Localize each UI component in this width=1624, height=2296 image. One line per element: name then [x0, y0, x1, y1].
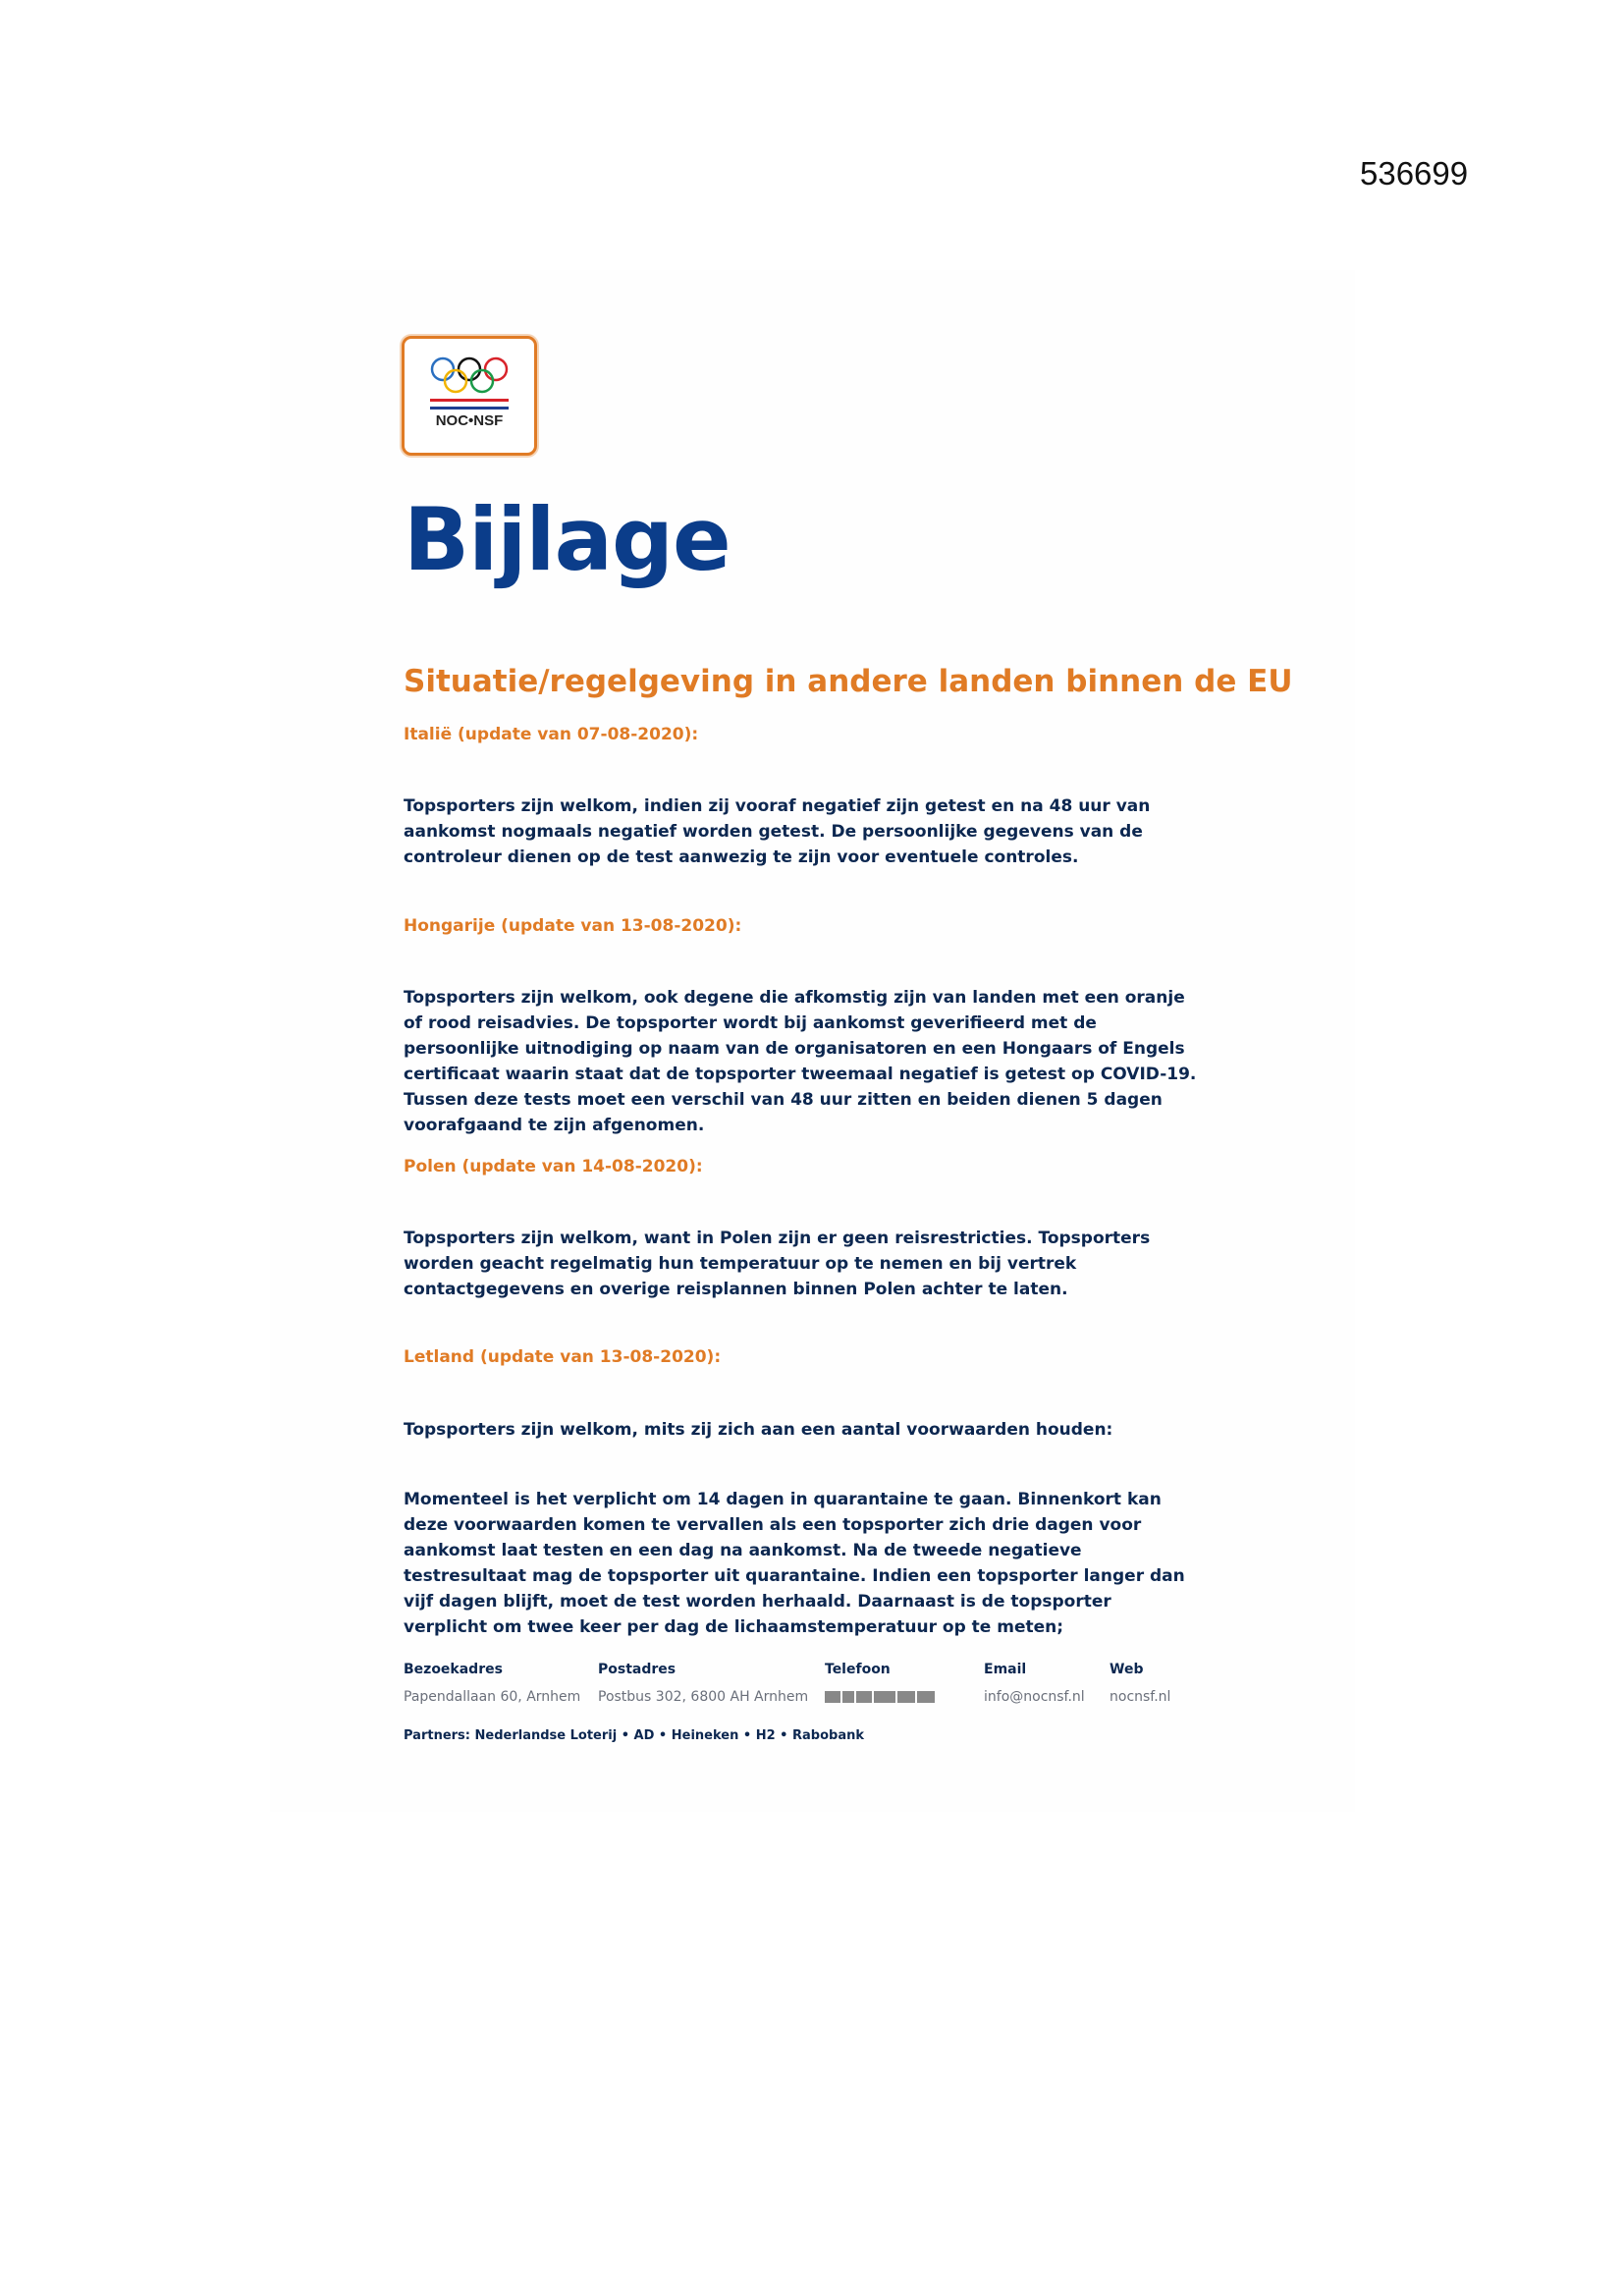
footer-web — [1110, 1662, 1170, 1705]
paragraph: Topsporters zijn welkom, want in Polen zijn er geen reisrestricties. Topsporters worden geacht regelmatig hun temperatuur op te nemen en bij vertrek contactgegevens en overige reisplannen binnen Polen achter te laten. — [404, 1229, 1151, 1299]
section-polen — [404, 1157, 1199, 1176]
page-title: Bijlage — [404, 489, 731, 590]
section-heading: Letland (update van 13-08-2020): — [404, 1347, 722, 1367]
document-id: 536699 — [1360, 155, 1469, 191]
section-polen-body — [404, 1226, 1199, 1302]
footer-value[interactable]: nocnsf.nl — [1110, 1689, 1171, 1705]
redaction-mark — [825, 1691, 840, 1703]
noc-nsf-logo — [402, 336, 537, 456]
redaction-mark — [917, 1691, 935, 1703]
section-hongarije-body — [404, 985, 1199, 1138]
section-letland-body-2 — [404, 1487, 1199, 1640]
section-heading: Italië (update van 07-08-2020): — [404, 725, 699, 744]
section-italie — [404, 725, 1199, 744]
olympic-rings-icon — [426, 354, 513, 412]
footer-label: Telefoon — [825, 1662, 891, 1677]
paragraph: Topsporters zijn welkom, ook degene die afkomstig zijn van landen met een oranje of rood reisadvies. De topsporter wordt bij aankomst geverifieerd met de persoonlijke uitnodiging op naam van de organisatoren en een Hongaars of Engels certificaat waarin staat dat de topsporter tweemaal negatief is getest op COVID-19. Tussen deze tests moet een verschil van 48 uur zitten en beiden dienen 5 dagen voorafgaand te zijn afgenomen. — [404, 988, 1197, 1135]
footer-label: Bezoekadres — [404, 1662, 503, 1677]
footer-postal — [598, 1662, 808, 1705]
footer-label: Postadres — [598, 1662, 677, 1677]
footer-value: Postbus 302, 6800 AH Arnhem — [598, 1689, 809, 1705]
section-heading: Hongarije (update van 13-08-2020): — [404, 916, 742, 936]
paragraph: Topsporters zijn welkom, mits zij zich aan een aantal voorwaarden houden: — [404, 1420, 1113, 1440]
section-heading: Polen (update van 14-08-2020): — [404, 1157, 703, 1176]
footer-email — [984, 1662, 1085, 1705]
section-letland-body-1 — [404, 1417, 1199, 1443]
redaction-mark — [874, 1691, 895, 1703]
footer-label: Web — [1110, 1662, 1144, 1677]
footer-address — [404, 1662, 580, 1705]
logo-text: NOC•NSF — [435, 412, 504, 429]
partners-line: Partners: Nederlandse Loterij • AD • Heineken • H2 • Rabobank — [404, 1728, 865, 1743]
section-letland — [404, 1347, 1199, 1367]
redacted-phone — [825, 1689, 937, 1705]
footer-value[interactable]: info@nocnsf.nl — [984, 1689, 1085, 1705]
section-subtitle: Situatie/regelgeving in andere landen binnen de EU — [404, 664, 1293, 699]
redaction-mark — [842, 1691, 854, 1703]
section-italie-body — [404, 793, 1199, 870]
paragraph: Momenteel is het verplicht om 14 dagen in quarantaine te gaan. Binnenkort kan deze voorwaarden komen te vervallen als een topsporter zich drie dagen voor aankomst laat testen en een dag na aankomst. Na de tweede negatieve testresultaat mag de topsporter uit quarantaine. Indien een topsporter langer dan vijf dagen blijft, moet de test worden herhaald. Daarnaast is de topsporter verplicht om twee keer per dag de lichaamstemperatuur op te meten; — [404, 1490, 1185, 1637]
footer-value: Papendallaan 60, Arnhem — [404, 1689, 581, 1705]
footer-phone — [825, 1662, 937, 1705]
redaction-mark — [897, 1691, 915, 1703]
footer-label: Email — [984, 1662, 1027, 1677]
redaction-mark — [856, 1691, 872, 1703]
paragraph: Topsporters zijn welkom, indien zij vooraf negatief zijn getest en na 48 uur van aankomst nogmaals negatief worden getest. De persoonlijke gegevens van de controleur dienen op de test aanwezig te zijn voor eventuele controles. — [404, 796, 1151, 867]
section-hongarije — [404, 916, 1199, 936]
